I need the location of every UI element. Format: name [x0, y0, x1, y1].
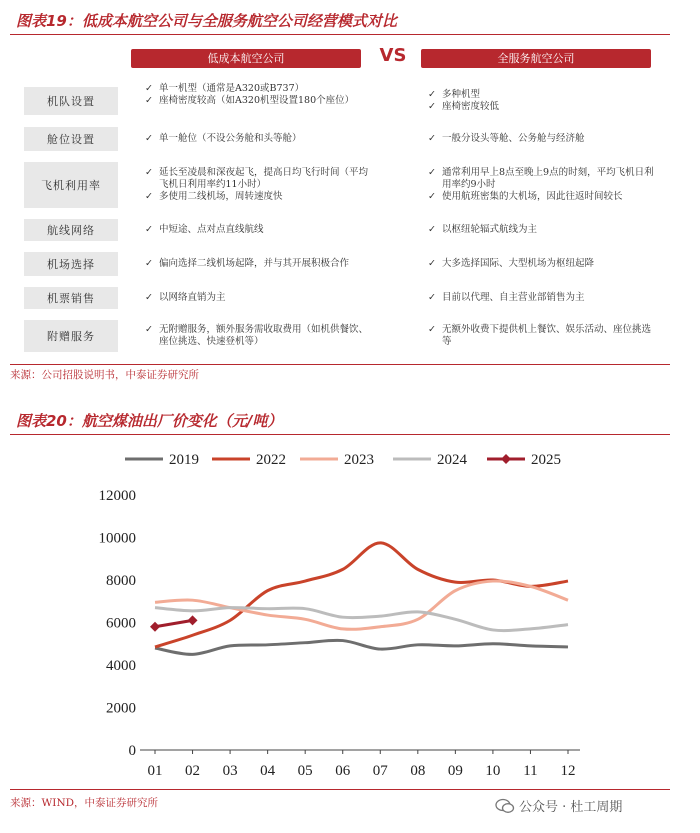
figure-20-title-text: 图表20：航空煤油出厂价变化（元/吨） — [16, 412, 283, 430]
x-tick-label: 08 — [410, 763, 426, 779]
legend-label: 2024 — [437, 452, 467, 468]
bullet-item — [428, 89, 658, 101]
check-icon: ✓ — [145, 133, 153, 144]
bullet-text: 目前以代理、自主营业部销售为主 — [442, 292, 585, 303]
legend-label: 2023 — [344, 452, 374, 468]
bullet-text: 无额外收费下提供机上餐饮、娱乐活动、座位挑选等 — [442, 324, 652, 347]
check-icon: ✓ — [145, 324, 153, 335]
bullet-item — [428, 167, 658, 191]
watermark-text: 公众号 · 杜工周期 — [519, 800, 623, 815]
check-icon: ✓ — [145, 292, 153, 303]
row-label: 机队设置 — [24, 87, 118, 115]
x-tick-label: 11 — [523, 763, 538, 779]
check-icon: ✓ — [428, 292, 436, 303]
bullet-text: 多种机型 — [442, 89, 481, 100]
figure-20-source: 来源：WIND，中泰证券研究所 — [10, 797, 159, 809]
full-service-airline-header — [421, 49, 651, 68]
y-tick-label: 6000 — [106, 615, 136, 632]
low-cost-cell — [145, 258, 373, 270]
bullet-text: 座椅密度较高（如A320机型设置180个座位） — [159, 95, 355, 106]
series-line-2025 — [155, 620, 193, 626]
row-label: 航线网络 — [24, 219, 118, 241]
bullet-text: 偏向选择二线机场起降，并与其开展积极合作 — [159, 258, 350, 269]
legend-label: 2025 — [531, 452, 561, 468]
bullet-item — [145, 95, 373, 107]
figure-19-title-text: 图表19：低成本航空公司与全服务航空公司经营模式对比 — [16, 12, 397, 30]
bullet-text: 无附赠服务，额外服务需收取费用（如机供餐饮、座位挑选、快速登机等） — [159, 324, 369, 347]
bullet-text: 延长至凌晨和深夜起飞，提高日均飞行时间（平均飞机日利用率约11小时） — [159, 167, 369, 190]
bullet-item — [428, 224, 658, 236]
bullet-item — [145, 258, 373, 270]
bullet-item — [428, 324, 658, 348]
legend-label: 2022 — [256, 452, 286, 468]
y-tick-label: 8000 — [106, 573, 136, 589]
bullet-item — [145, 324, 373, 348]
wechat-icon — [495, 798, 515, 814]
check-icon: ✓ — [145, 258, 153, 269]
check-icon: ✓ — [428, 133, 436, 144]
bullet-text: 中短途、点对点直线航线 — [159, 224, 264, 235]
full-service-cell — [428, 133, 658, 145]
check-icon: ✓ — [428, 224, 436, 235]
low-cost-cell — [145, 224, 373, 236]
x-tick-label: 04 — [260, 763, 276, 779]
chart-axes — [99, 488, 581, 779]
bullet-text: 单一舱位（不设公务舱和头等舱） — [159, 133, 302, 144]
bullet-item — [145, 292, 373, 304]
x-tick-label: 03 — [222, 763, 238, 779]
x-tick-label: 09 — [447, 763, 463, 779]
series-line-2023 — [155, 581, 568, 629]
y-tick-label: 12000 — [98, 488, 136, 504]
y-tick-label: 10000 — [98, 530, 136, 547]
bullet-item — [428, 258, 658, 270]
check-icon: ✓ — [145, 167, 153, 178]
x-tick-label: 07 — [372, 763, 388, 779]
bullet-item — [428, 191, 658, 203]
bullet-text: 座椅密度较低 — [442, 101, 500, 112]
y-tick-label: 2000 — [106, 700, 136, 717]
y-tick-label: 0 — [128, 743, 136, 759]
figure-19-title — [10, 8, 670, 35]
figure-20-title — [10, 408, 670, 435]
bullet-text: 一般分设头等舱、公务舱与经济舱 — [442, 133, 585, 144]
bullet-text: 大多选择国际、大型机场为枢纽起降 — [442, 258, 595, 269]
bullet-item — [145, 224, 373, 236]
check-icon: ✓ — [428, 89, 436, 100]
bullet-text: 多使用二线机场，周转速度快 — [159, 191, 283, 202]
bullet-item — [145, 133, 373, 145]
low-cost-cell — [145, 133, 373, 145]
check-icon: ✓ — [428, 258, 436, 269]
check-icon: ✓ — [145, 191, 153, 202]
bullet-text: 以网络直销为主 — [159, 292, 226, 303]
check-icon: ✓ — [428, 191, 436, 202]
data-point-2025 — [150, 622, 160, 632]
x-tick-label: 10 — [485, 763, 501, 779]
figure-19-source: 来源：公司招股说明书，中泰证券研究所 — [10, 369, 199, 381]
low-cost-cell — [145, 292, 373, 304]
figure-20-divider — [10, 789, 670, 790]
series-line-2019 — [155, 640, 568, 654]
legend-marker-2025 — [501, 454, 511, 464]
bullet-item — [145, 191, 373, 203]
x-tick-label: 01 — [147, 763, 163, 779]
bullet-item — [428, 101, 658, 113]
wechat-watermark — [495, 796, 622, 815]
bullet-text: 以枢纽轮辐式航线为主 — [442, 224, 538, 235]
check-icon: ✓ — [428, 167, 436, 178]
row-label: 舱位设置 — [24, 127, 118, 151]
full-service-header-text: 全服务航空公司 — [497, 52, 575, 65]
y-tick-label: 4000 — [106, 658, 136, 674]
check-icon: ✓ — [428, 324, 436, 335]
row-label: 机场选择 — [24, 252, 118, 276]
legend-label: 2019 — [169, 452, 199, 468]
full-service-cell — [428, 167, 658, 203]
bullet-item — [145, 83, 373, 95]
x-tick-label: 12 — [560, 763, 576, 779]
x-tick-label: 05 — [297, 763, 313, 779]
row-label: 飞机利用率 — [24, 162, 118, 208]
low-cost-cell — [145, 83, 373, 107]
jet-fuel-price-chart — [0, 445, 700, 785]
full-service-cell — [428, 324, 658, 348]
x-tick-label: 06 — [335, 763, 351, 779]
figure-19-divider — [10, 364, 670, 365]
data-point-2025 — [188, 615, 198, 625]
bullet-item — [428, 133, 658, 145]
low-cost-header-text: 低成本航空公司 — [207, 52, 285, 65]
low-cost-airline-header — [131, 49, 361, 68]
chart-legend — [125, 452, 561, 468]
low-cost-cell — [145, 324, 373, 348]
row-label: 附赠服务 — [24, 320, 118, 352]
chart-series — [150, 543, 568, 655]
bullet-text: 使用航班密集的大机场，因此往返时间较长 — [442, 191, 623, 202]
row-label: 机票销售 — [24, 287, 118, 309]
x-tick-label: 02 — [185, 763, 201, 779]
full-service-cell — [428, 89, 658, 113]
full-service-cell — [428, 224, 658, 236]
full-service-cell — [428, 258, 658, 270]
bullet-text: 单一机型（通常是A320或B737） — [159, 83, 305, 94]
check-icon: ✓ — [428, 101, 436, 112]
check-icon: ✓ — [145, 224, 153, 235]
vs-label: VS — [379, 45, 407, 66]
check-icon: ✓ — [145, 95, 153, 106]
bullet-item — [428, 292, 658, 304]
bullet-item — [145, 167, 373, 191]
check-icon: ✓ — [145, 83, 153, 94]
bullet-text: 通常利用早上8点至晚上9点的时刻，平均飞机日利用率约9小时 — [442, 167, 654, 190]
low-cost-cell — [145, 167, 373, 203]
full-service-cell — [428, 292, 658, 304]
